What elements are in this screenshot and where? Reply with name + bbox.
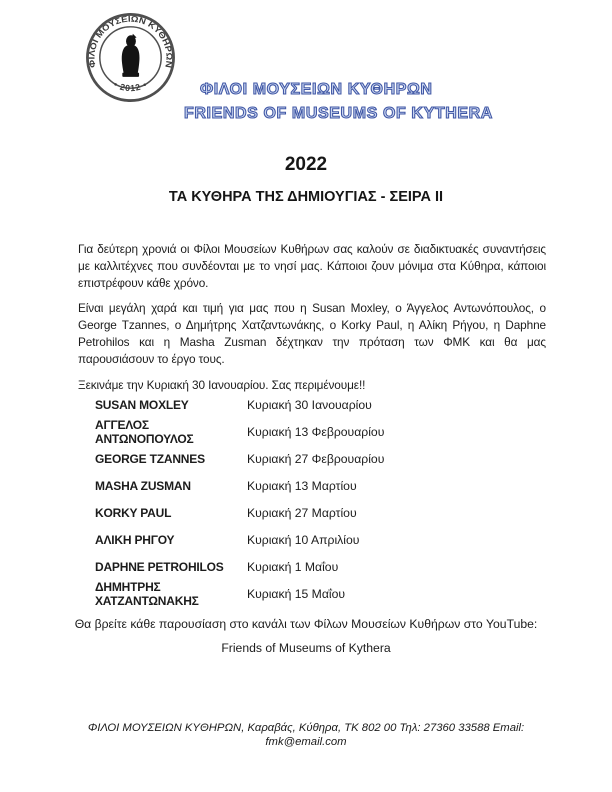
artist-name: MASHA ZUSMAN [95,478,191,493]
presentation-date: Κυριακή 10 Απριλίου [247,532,360,547]
seal-year-text: • 2012 • [111,79,150,94]
seal-ring-text: ΦΙΛΟΙ ΜΟΥΣΕΙΩΝ ΚΥΘΗΡΩΝ [86,13,175,69]
document-subtitle: ΤΑ ΚΥΘΗΡΑ ΤΗΣ ΔΗΜΙΟΥΓΙΑΣ - ΣΕΙΡΑ II [168,189,444,205]
schedule-row [95,445,515,472]
document-title-year: 2022 [284,154,328,175]
start-date-paragraph: Ξεκινάμε την Κυριακή 30 Ιανουαρίου. Σας περιμένουμε!! [78,377,366,392]
artist-name: KORKY PAUL [95,505,172,520]
schedule-row [95,526,515,553]
schedule-row [95,499,515,526]
schedule-row [95,580,515,607]
presentation-date: Κυριακή 1 Μαΐου [247,559,339,574]
presentation-date: Κυριακή 30 Ιανουαρίου [247,397,372,412]
artist-name: ΑΓΓΕΛΟΣ ΑΝΤΩΝΟΠΟΥΛΟΣ [95,417,194,446]
fmk-logo [84,11,177,104]
schedule-list [95,391,515,607]
youtube-note: Θα βρείτε κάθε παρουσίαση στο κανάλι των Φίλων Μουσείων Κυθήρων στο YouTube: [74,617,538,631]
schedule-row [95,553,515,580]
footer-address-line: ΦΙΛΟΙ ΜΟΥΣΕΙΩΝ ΚΥΘΗΡΩΝ, Καραβάς, Κύθηρα, ΤΚ 802 00 Τηλ: 27360 33588 Email: [87,722,525,734]
footer-contact [0,722,612,749]
presentation-date: Κυριακή 27 Φεβρουαρίου [247,451,385,466]
intro-paragraph: Για δεύτερη χρονιά οι Φίλοι Μουσείων Κυθήρων σας καλούν σε διαδικτυακές συναντήσεις με καλλιτέχνες που συνδέονται με το νησί μας. Κάποιοι ζουν μόνιμα στα Κύθηρα, κάποιοι επιστρέφουν κάθε χρόνο. [78,242,546,290]
org-name-english: FRIENDS OF MUSEUMS OF KYTHERA [184,105,493,122]
artist-name: ΔΗΜΗΤΡΗΣ ΧΑΤΖΑΝΤΩΝΑΚΗΣ [95,579,199,608]
schedule-row [95,391,515,418]
artist-name: SUSAN MOXLEY [95,397,189,412]
presentation-date: Κυριακή 15 Μαΐου [247,586,346,601]
org-name-greek: ΦΙΛΟΙ ΜΟΥΣΕΙΩΝ ΚΥΘΗΡΩΝ [200,81,433,98]
footer-email: fmk@email.com [265,735,347,748]
artist-name: DAPHNE PETROHILOS [95,559,224,574]
schedule-row [95,418,515,445]
fmk-seal-icon [84,11,177,104]
presentation-date: Κυριακή 13 Μαρτίου [247,478,357,493]
artist-name: GEORGE TZANNES [95,451,205,466]
artist-name: ΑΛΙΚΗ ΡΗΓΟΥ [95,532,175,547]
presentation-date: Κυριακή 13 Φεβρουαρίου [247,424,385,439]
schedule-row [95,472,515,499]
body-text [78,241,546,402]
presentation-date: Κυριακή 27 Μαρτίου [247,505,357,520]
youtube-channel-name: Friends of Museums of Kythera [221,641,391,655]
artists-paragraph: Είναι μεγάλη χαρά και τιμή για μας που η Susan Moxley, ο Άγγελος Αντωνόπουλος, ο George Tzannes, ο Δημήτρης Χατζαντωνάκης, ο Korky Paul, η Αλίκη Ρήγου, η Daphne Petrohilos και η Masha Zusman δέχτηκαν την πρόταση των ΦΜΚ και θα μας παρουσιάσουν το έργο τους. [78,301,546,366]
